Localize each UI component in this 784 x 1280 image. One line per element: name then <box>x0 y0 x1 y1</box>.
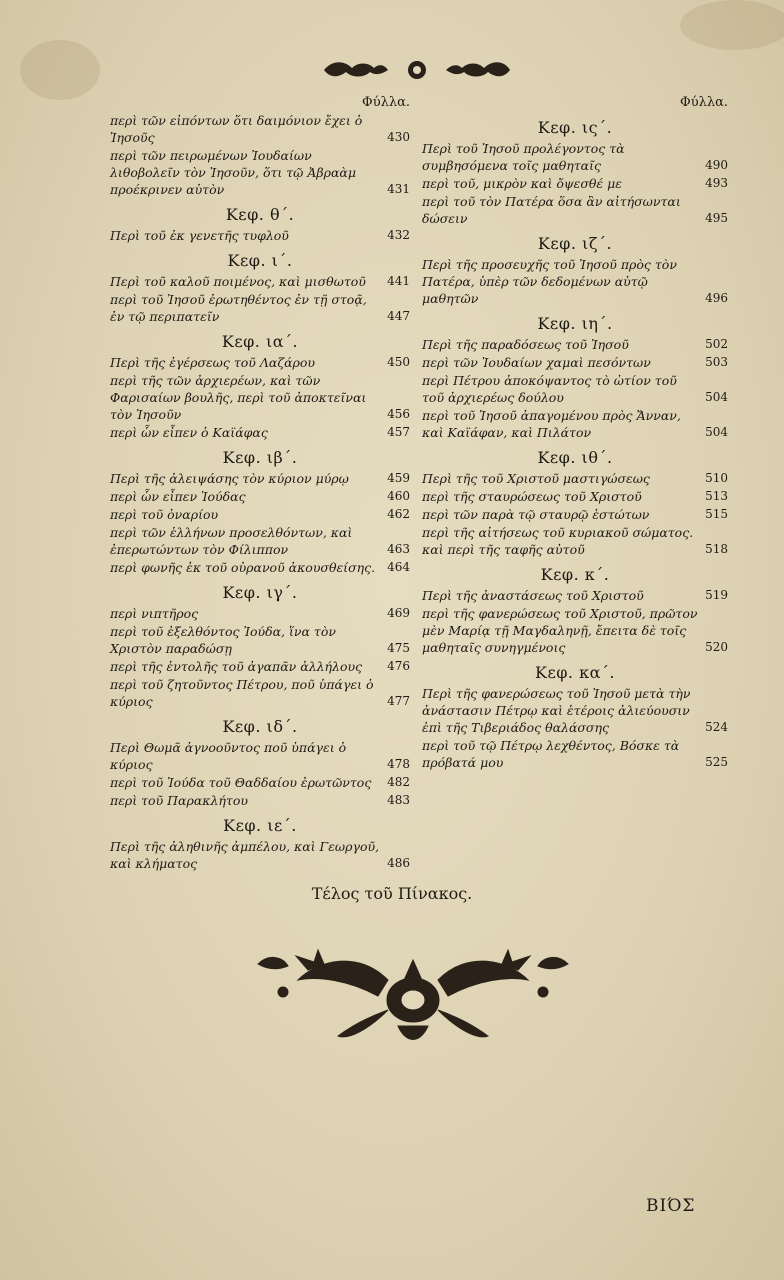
entry-text: Περὶ τῆς ἐγέρσεως τοῦ Λαζάρου <box>110 355 316 370</box>
index-entry <box>422 175 728 192</box>
index-entry <box>110 605 410 622</box>
index-entry <box>110 774 410 791</box>
entry-text: Περὶ τῆς τοῦ Χριστοῦ μαστιγώσεως <box>422 471 650 486</box>
page-number: 464 <box>387 560 410 574</box>
page-number: 477 <box>387 694 410 708</box>
entry-text: περὶ τοῦ ὀναρίου <box>110 507 219 522</box>
index-entry <box>422 488 728 505</box>
index-entry <box>422 407 728 441</box>
page-number: 478 <box>387 757 410 771</box>
left-index-column <box>110 94 410 873</box>
entry-text: περὶ τῆς φανερώσεως τοῦ Χριστοῦ, πρῶτον μὲν Μαρίᾳ τῇ Μαγδαληνῇ, ἔπειτα δὲ τοῖς μαθηταῖς συνηγμένοις <box>422 606 698 655</box>
entry-text: περὶ τοῦ ζητοῦντος Πέτρου, ποῦ ὑπάγει ὁ κύριος <box>110 677 374 709</box>
page-number: 515 <box>705 507 728 521</box>
page-number: 496 <box>705 291 728 305</box>
entry-text: περὶ τῶν εἰπόντων ὅτι δαιμόνιον ἔχει ὁ Ἰησοῦς <box>110 113 363 145</box>
page-number: 482 <box>387 775 410 789</box>
chapter-heading: Κεφ. ιδ΄. <box>222 717 298 736</box>
page-number: 502 <box>705 337 728 351</box>
page-number: 430 <box>387 130 410 144</box>
index-entry <box>422 256 728 307</box>
entry-text: περὶ ὧν εἶπεν Ἰούδας <box>110 489 246 504</box>
index-entry <box>110 559 410 576</box>
entry-text: Περὶ τοῦ ἐκ γενετῆς τυφλοῦ <box>110 228 289 243</box>
index-entry <box>422 587 728 604</box>
page-number: 431 <box>387 182 410 196</box>
page-number: 518 <box>705 542 728 556</box>
entry-text: περὶ τοῦ ἐξελθόντος Ἰούδα, ἵνα τὸν Χριστὸν παραδώσῃ <box>110 624 336 656</box>
page-number: 519 <box>705 588 728 602</box>
page-number: 460 <box>387 489 410 503</box>
index-entry <box>422 354 728 371</box>
entry-text: περὶ ὧν εἶπεν ὁ Καϊάφας <box>110 425 268 440</box>
entry-text: περὶ τοῦ Παρακλήτου <box>110 793 248 808</box>
index-entry <box>110 372 410 423</box>
index-entry <box>110 147 410 198</box>
chapter-heading: Κεφ. κ΄. <box>540 565 610 584</box>
index-entry <box>110 623 410 657</box>
entry-text: περὶ τῆς τῶν ἀρχιερέων, καὶ τῶν Φαρισαίων βουλῆς, περὶ τοῦ ἀποκτεῖναι τὸν Ἰησοῦν <box>110 373 367 422</box>
entry-text: περὶ τῶν ἑλλήνων προσελθόντων, καὶ ἐπερωτώντων τὸν Φίλιππον <box>110 525 353 557</box>
page-number: 504 <box>705 390 728 404</box>
entry-text: περὶ τοῦ Ἰησοῦ ἀπαγομένου πρὸς Ἄνναν, καὶ Καϊάφαν, καὶ Πιλάτον <box>422 408 681 440</box>
index-entry <box>422 470 728 487</box>
index-entry <box>422 737 728 771</box>
page-number: 441 <box>387 274 410 288</box>
entry-text: περὶ τῶν Ἰουδαίων χαμαὶ πεσόντων <box>422 355 651 370</box>
index-entry <box>110 676 410 710</box>
index-entry <box>110 838 410 872</box>
index-entry <box>422 140 728 174</box>
index-entry <box>422 193 728 227</box>
page-number: 513 <box>705 489 728 503</box>
folio-label: Φύλλα. <box>680 95 728 110</box>
entry-text: περὶ τοῦ τῷ Πέτρῳ λεχθέντος, Βόσκε τὰ πρόβατά μου <box>422 738 680 770</box>
entry-text: Περὶ τοῦ Ἰησοῦ προλέγοντος τὰ συμβησόμενα τοῖς μαθηταῖς <box>422 141 625 173</box>
floral-tailpiece-icon <box>248 940 578 1050</box>
page-number: 432 <box>387 228 410 242</box>
index-entry <box>110 488 410 505</box>
index-entry <box>110 291 410 325</box>
entry-text: Περὶ Θωμᾶ ἀγνοοῦντος ποῦ ὑπάγει ὁ κύριος <box>110 740 347 772</box>
page-number: 495 <box>705 211 728 225</box>
page-number: 520 <box>705 640 728 654</box>
chapter-heading: Κεφ. κα΄. <box>534 663 615 682</box>
chapter-heading: Κεφ. ι΄. <box>227 251 293 270</box>
page-number: 486 <box>387 856 410 870</box>
chapter-heading: Κεφ. ιε΄. <box>223 816 297 835</box>
index-entry <box>110 424 410 441</box>
page-number: 490 <box>705 158 728 172</box>
entry-text: Περὶ τῆς ἀναστάσεως τοῦ Χριστοῦ <box>422 588 644 603</box>
fleuron-headpiece-icon <box>322 56 512 84</box>
index-entry <box>422 685 728 736</box>
paper-stain <box>680 0 784 50</box>
page-number: 463 <box>387 542 410 556</box>
index-entry <box>110 658 410 675</box>
entry-text: Περὶ τῆς φανερώσεως τοῦ Ἰησοῦ μετὰ τὴν ἀνάστασιν Πέτρῳ καὶ ἑτέροις ἀλιεύουσιν ἐπὶ τῆς Τιβεριάδος θαλάσσης <box>422 686 691 735</box>
page-number: 524 <box>705 720 728 734</box>
page-number: 525 <box>705 755 728 769</box>
chapter-heading: Κεφ. ιζ΄. <box>537 234 613 253</box>
entry-text: Περὶ τῆς προσευχῆς τοῦ Ἰησοῦ πρὸς τὸν Πατέρα, ὑπὲρ τῶν δεδομένων αὐτῷ μαθητῶν <box>422 257 677 306</box>
entry-text: περὶ τῶν πειρωμένων Ἰουδαίων λιθοβολεῖν τὸν Ἰησοῦν, ὅτι τῷ Ἀβραὰμ προέκρινεν αὐτὸν <box>110 148 356 197</box>
page-number: 447 <box>387 309 410 323</box>
folio-label: Φύλλα. <box>362 95 410 110</box>
chapter-heading: Κεφ. ιβ΄. <box>222 448 298 467</box>
index-entry <box>110 470 410 487</box>
index-entry <box>110 524 410 558</box>
chapter-heading: Κεφ. ιγ΄. <box>222 583 298 602</box>
page-number: 504 <box>705 425 728 439</box>
chapter-heading: Κεφ. ια΄. <box>221 332 299 351</box>
entry-text: Περὶ τῆς παραδόσεως τοῦ Ἰησοῦ <box>422 337 629 352</box>
chapter-heading: Κεφ. θ΄. <box>225 205 295 224</box>
entry-text: περὶ τοῦ τὸν Πατέρα ὅσα ἂν αἰτήσωνται δώσειν <box>422 194 681 226</box>
entry-text: περὶ τῆς ἐντολῆς τοῦ ἀγαπᾶν ἀλλήλους <box>110 659 363 674</box>
index-entry <box>110 112 410 146</box>
chapter-heading: Κεφ. ις΄. <box>537 118 613 137</box>
index-entry <box>422 336 728 353</box>
entry-text: περὶ τοῦ Ἰησοῦ ἐρωτηθέντος ἐν τῇ στοᾷ, ἐν τῷ περιπατεῖν <box>110 292 367 324</box>
index-entry <box>422 524 728 558</box>
index-entry <box>110 506 410 523</box>
page-number: 456 <box>387 407 410 421</box>
page-number: 503 <box>705 355 728 369</box>
chapter-heading: Κεφ. ιη΄. <box>537 314 613 333</box>
entry-text: περὶ τοῦ Ἰούδα τοῦ Θαδδαίου ἐρωτῶντος <box>110 775 372 790</box>
entry-text: περὶ Πέτρου ἀποκόψαντος τὸ ὠτίον τοῦ τοῦ ἀρχιερέως δούλου <box>422 373 677 405</box>
paper-stain <box>20 40 100 100</box>
page-number: 510 <box>705 471 728 485</box>
entry-text: περὶ τῶν παρὰ τῷ σταυρῷ ἑστώτων <box>422 507 650 522</box>
end-of-index-title: Τέλος τοῦ Πίνακος. <box>311 884 473 903</box>
catchword: ΒΙΌΣ <box>646 1196 696 1216</box>
entry-text: Περὶ τῆς ἀλειψάσης τὸν κύριον μύρῳ <box>110 471 349 486</box>
right-index-column <box>422 94 728 772</box>
index-entry <box>110 273 410 290</box>
index-entry <box>422 605 728 656</box>
page-number: 457 <box>387 425 410 439</box>
index-entry <box>110 739 410 773</box>
page-number: 450 <box>387 355 410 369</box>
entry-text: περὶ φωνῆς ἐκ τοῦ οὐρανοῦ ἀκουσθείσης. <box>110 560 376 575</box>
chapter-heading: Κεφ. ιθ΄. <box>537 448 613 467</box>
page-number: 475 <box>387 641 410 655</box>
page-number: 483 <box>387 793 410 807</box>
index-entry <box>422 506 728 523</box>
entry-text: περὶ τῆς σταυρώσεως τοῦ Χριστοῦ <box>422 489 642 504</box>
entry-text: περὶ τοῦ, μικρὸν καὶ ὄψεσθέ με <box>422 176 622 191</box>
entry-text: περὶ νιπτῆρος <box>110 606 199 621</box>
page-number: 459 <box>387 471 410 485</box>
page-number: 462 <box>387 507 410 521</box>
index-entry <box>422 372 728 406</box>
entry-text: περὶ τῆς αἰτήσεως τοῦ κυριακοῦ σώματος. καὶ περὶ τῆς ταφῆς αὐτοῦ <box>422 525 694 557</box>
entry-text: Περὶ τοῦ καλοῦ ποιμένος, καὶ μισθωτοῦ <box>110 274 366 289</box>
index-entry <box>110 792 410 809</box>
page-number: 476 <box>387 659 410 673</box>
page-number: 493 <box>705 176 728 190</box>
index-entry <box>110 227 410 244</box>
entry-text: Περὶ τῆς ἀληθινῆς ἀμπέλου, καὶ Γεωργοῦ, καὶ κλήματος <box>110 839 380 871</box>
page-number: 469 <box>387 606 410 620</box>
index-entry <box>110 354 410 371</box>
